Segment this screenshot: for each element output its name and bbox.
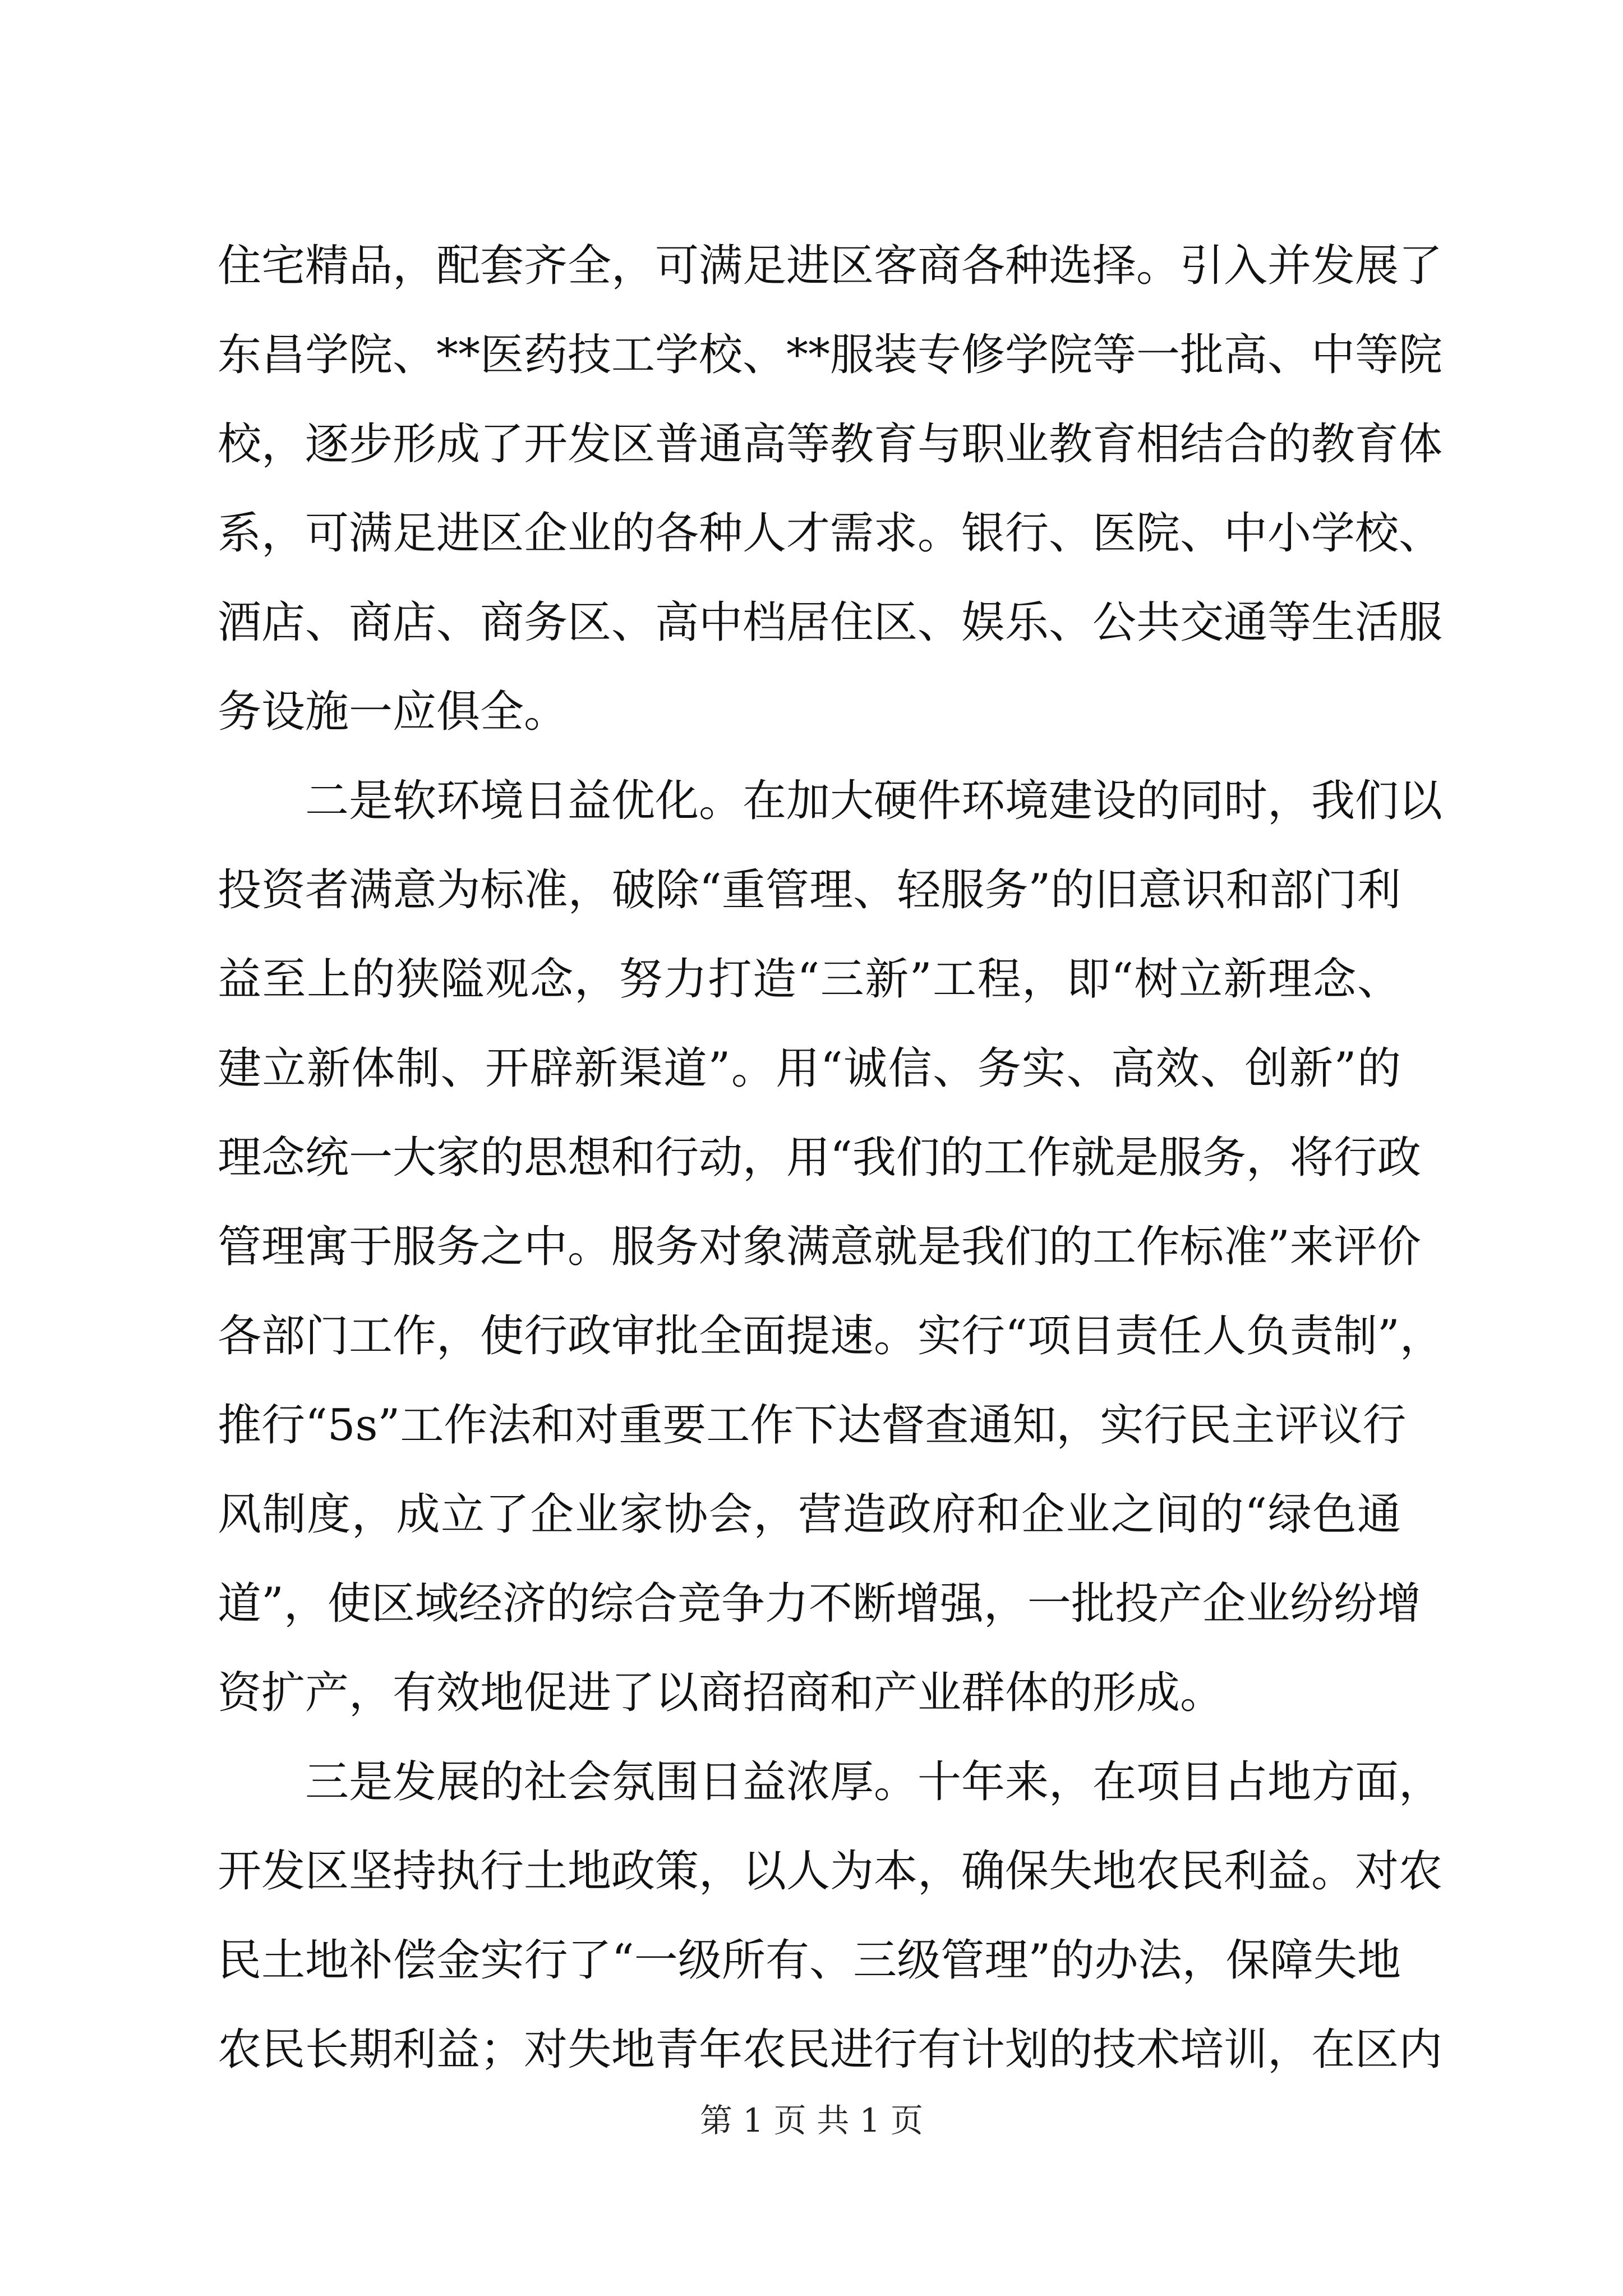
text-line: 风制度，成立了企业家协会，营造政府和企业之间的“绿色通	[218, 1489, 1401, 1540]
text-line: 各部门工作，使行政审批全面提速。实行“项目责任人负责制”，	[218, 1311, 1444, 1361]
text-line: 住宅精品，配套齐全，可满足进区客商各种选择。引入并发展了	[218, 241, 1443, 291]
text-line: 酒店、商店、商务区、高中档居住区、娱乐、公共交通等生活服	[218, 597, 1443, 648]
page-footer: 第 1 页 共 1 页	[700, 2101, 923, 2139]
text-line: 资扩产，有效地促进了以商招商和产业群体的形成。	[218, 1668, 1224, 1718]
text-line: 校，逐步形成了开发区普通高等教育与职业教育相结合的教育体	[218, 419, 1443, 470]
text-line: 道”，使区域经济的综合竞争力不断增强，一批投产企业纷纷增	[218, 1579, 1421, 1629]
text-line: 投资者满意为标准，破除“重管理、轻服务”的旧意识和部门利	[218, 865, 1401, 915]
text-line: 二是软环境日益优化。在加大硬件环境建设的同时，我们以	[218, 776, 1443, 826]
text-line: 开发区坚持执行土地政策，以人为本，确保失地农民利益。对农	[218, 1846, 1443, 1897]
text-line: 三是发展的社会氛围日益浓厚。十年来，在项目占地方面，	[218, 1757, 1443, 1807]
text-line: 益至上的狭隘观念，努力打造“三新”工程，即“树立新理念、	[218, 954, 1401, 1005]
text-line: 理念统一大家的思想和行动，用“我们的工作就是服务，将行政	[218, 1133, 1421, 1183]
text-line: 民土地补偿金实行了“一级所有、三级管理”的办法，保障失地	[218, 1935, 1401, 1986]
text-line: 农民长期利益；对失地青年农民进行有计划的技术培训，在区内	[218, 2024, 1443, 2075]
text-line: 系，可满足进区企业的各种人才需求。银行、医院、中小学校、	[218, 508, 1443, 559]
text-line: 建立新体制、开辟新渠道”。用“诚信、务实、高效、创新”的	[218, 1043, 1401, 1094]
text-line: 管理寓于服务之中。服务对象满意就是我们的工作标准”来评价	[218, 1222, 1421, 1272]
text-line: 推行“5s”工作法和对重要工作下达督查通知，实行民主评议行	[218, 1400, 1407, 1451]
text-line: 务设施一应俱全。	[218, 687, 568, 737]
body-text	[218, 222, 1444, 2095]
text-line: 东昌学院、**医药技工学校、**服装专修学院等一批高、中等院	[218, 330, 1443, 380]
